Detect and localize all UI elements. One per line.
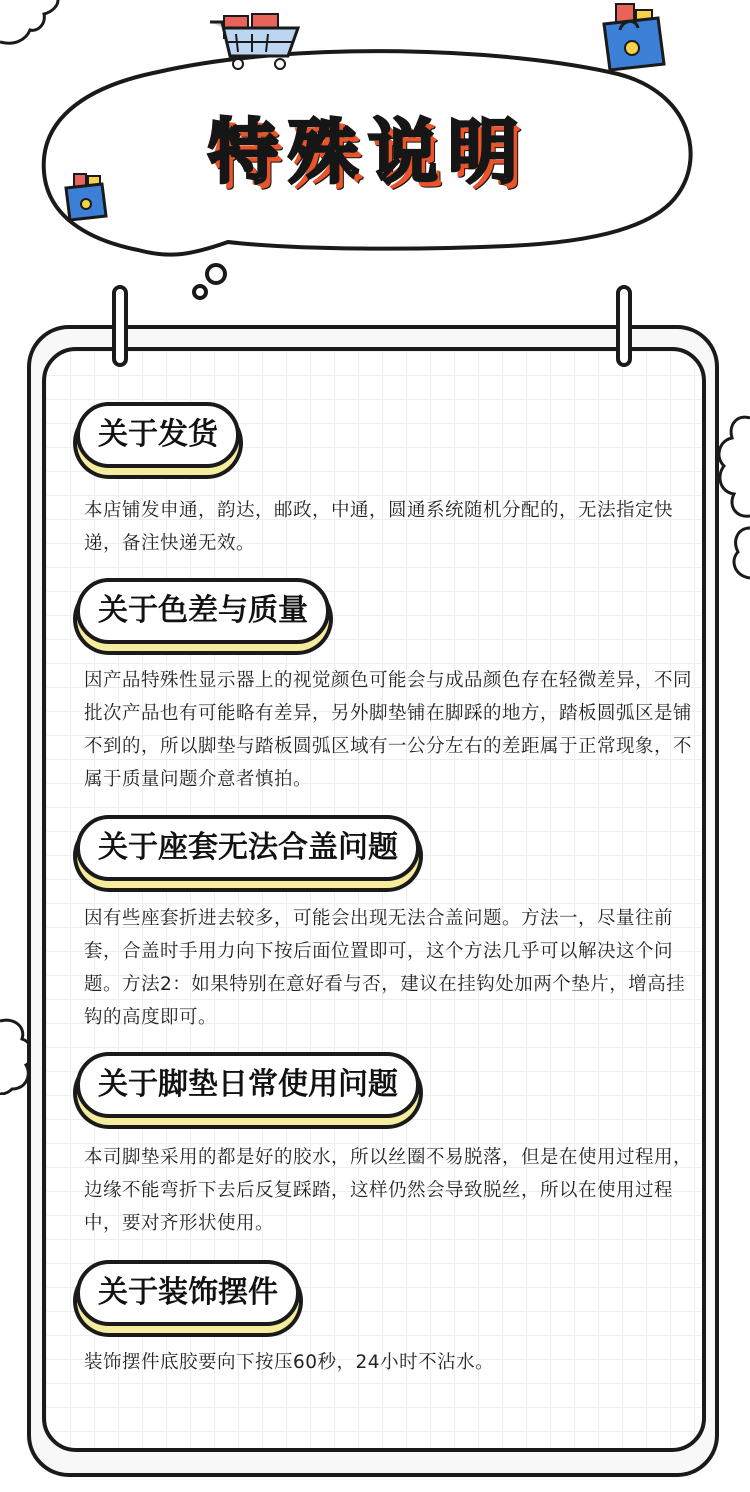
section-body: 本司脚垫采用的都是好的胶水，所以丝圈不易脱落，但是在使用过程用，边缘不能弯折下去后反复踩踏，这样仍然会导致脱丝，所以在使用过程中，要对齐形状使用。: [84, 1147, 693, 1234]
binder-ring-left: [112, 285, 128, 367]
title-bubble: [42, 50, 694, 250]
cloud-icon: [714, 410, 750, 590]
section-heading: 关于装饰摆件: [76, 1260, 300, 1326]
section-heading: 关于座套无法合盖问题: [76, 815, 420, 881]
binder-ring-right: [616, 285, 632, 367]
section-body: 装饰摆件底胶要向下按压60秒，24小时不沾水。: [84, 1352, 495, 1373]
section-heading: 关于色差与质量: [76, 578, 330, 644]
section-heading: 关于发货: [76, 402, 240, 468]
section-heading: 关于脚垫日常使用问题: [76, 1052, 420, 1118]
section-body: 本店铺发申通，韵达，邮政，中通，圆通系统随机分配的，无法指定快递，备注快递无效。: [84, 500, 674, 554]
section-body: 因产品特殊性显示器上的视觉颜色可能会与成品颜色存在轻微差异，不同批次产品也有可能略有差异，另外脚垫铺在脚踩的地方，踏板圆弧区是铺不到的，所以脚垫与踏板圆弧区域有一公分左右的差距属于正常现象，不属于质量问题介意者慎拍。: [84, 670, 693, 790]
page-title: 特殊说明: [208, 111, 528, 193]
section-body: 因有些座套折进去较多，可能会出现无法合盖问题。方法一，尽量往前套，合盖时手用力向下按后面位置即可，这个方法几乎可以解决这个问题。方法2：如果特别在意好看与否，建议在挂钩处加两个垫片，增高挂钩的高度即可。: [84, 908, 686, 1028]
